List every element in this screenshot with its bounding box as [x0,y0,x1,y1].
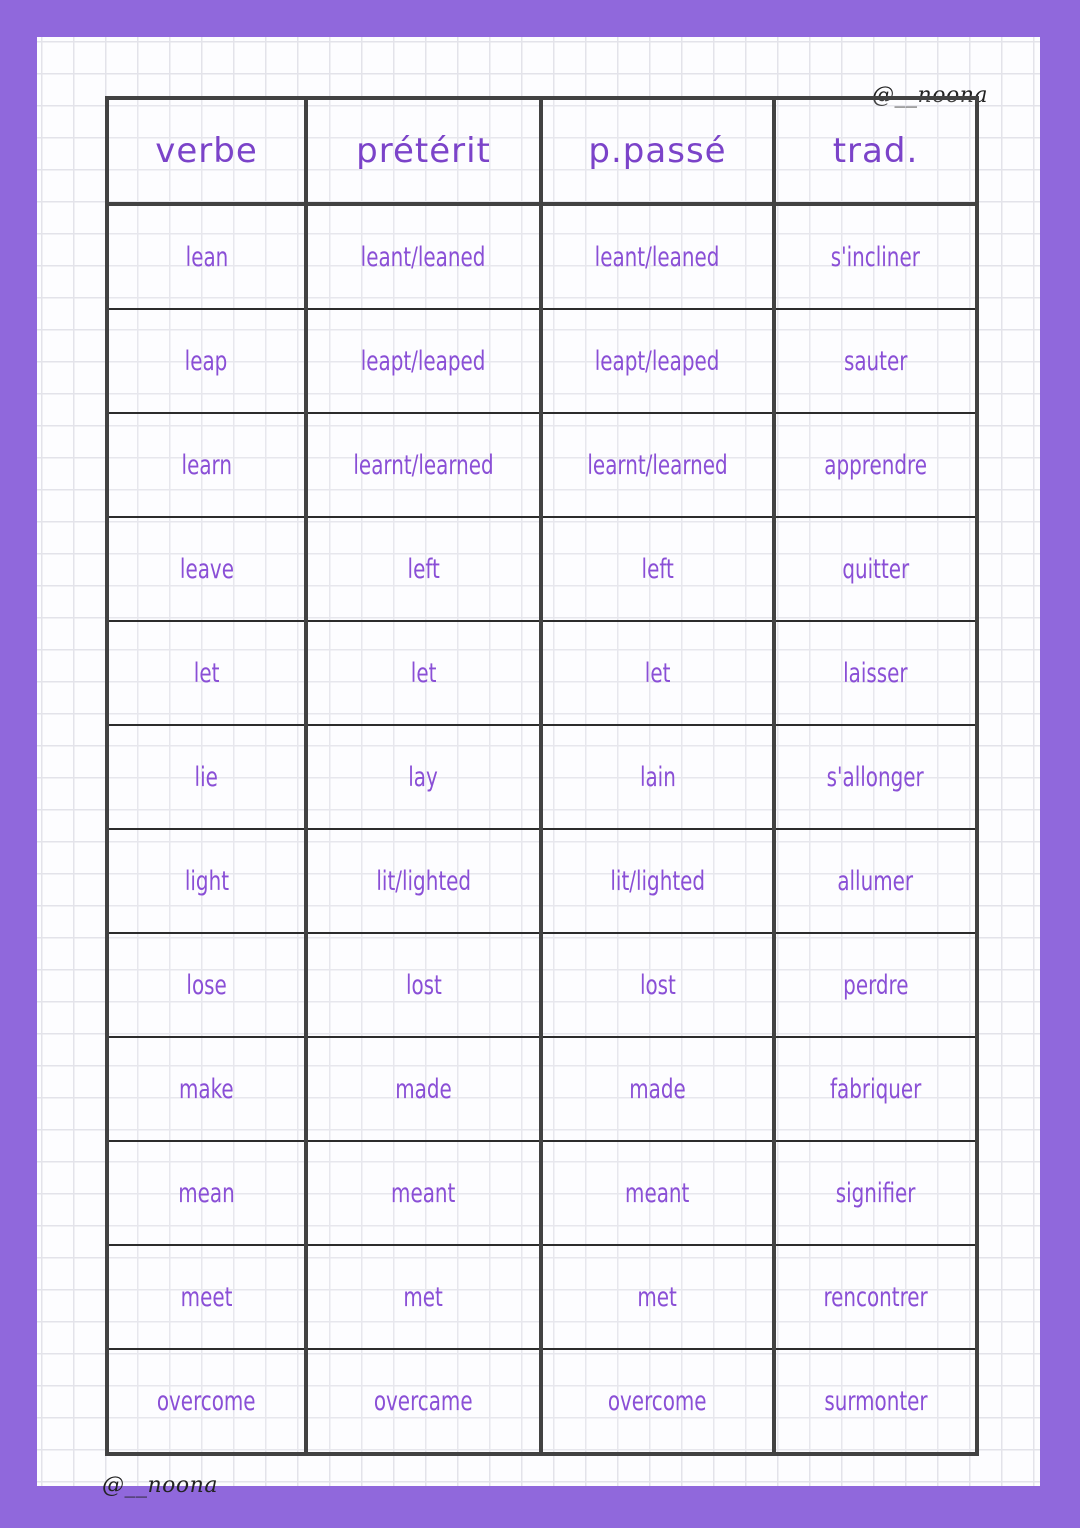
table-row [107,829,977,933]
cell-participe-passe [541,517,774,621]
cell-traduction-text: rencontrer [823,1281,928,1313]
cell-verbe-text: light [184,865,229,897]
cell-preterit [306,517,541,621]
cell-verbe [107,725,306,829]
cell-traduction [774,413,977,517]
cell-preterit [306,933,541,1037]
cell-participe-passe [541,725,774,829]
cell-traduction-text: allumer [837,865,914,897]
cell-verbe [107,621,306,725]
cell-verbe-text: make [179,1073,234,1105]
cell-verbe-text: lean [185,241,228,273]
table-row [107,204,977,309]
cell-preterit-text: lit/lighted [376,865,471,897]
cell-verbe [107,1349,306,1454]
cell-verbe [107,1037,306,1141]
cell-traduction [774,933,977,1037]
cell-traduction-text: signifier [835,1177,916,1209]
cell-participe-passe [541,829,774,933]
cell-verbe-text: leave [179,553,234,585]
cell-participe-passe-text: overcome [608,1385,707,1417]
cell-verbe-text: leap [185,345,228,377]
cell-preterit-text: made [395,1073,452,1105]
table-row [107,621,977,725]
cell-verbe [107,309,306,413]
watermark-top: @__noona [872,83,988,108]
cell-verbe-text: learn [181,449,232,481]
cell-participe-passe-text: let [644,657,671,689]
table-row [107,309,977,413]
cell-participe-passe-text: leapt/leaped [595,345,720,377]
cell-participe-passe-text: leant/leaned [595,241,720,273]
cell-preterit [306,309,541,413]
cell-participe-passe-text: left [641,553,674,585]
cell-preterit-text: leant/leaned [361,241,486,273]
header-traduction: trad. [774,98,977,204]
cell-verbe-text: lose [186,969,227,1001]
cell-preterit [306,413,541,517]
cell-traduction-text: perdre [842,969,909,1001]
cell-traduction [774,621,977,725]
cell-verbe-text: let [193,657,220,689]
table-row [107,1245,977,1349]
cell-participe-passe [541,309,774,413]
cell-participe-passe [541,933,774,1037]
table-row [107,1037,977,1141]
cell-preterit [306,725,541,829]
table-row [107,413,977,517]
cell-participe-passe [541,1245,774,1349]
cell-verbe-text: mean [178,1177,235,1209]
cell-participe-passe [541,1141,774,1245]
cell-participe-passe-text: lit/lighted [610,865,705,897]
header-participe-passe: p.passé [541,98,774,204]
cell-preterit-text: lay [408,761,439,793]
cell-verbe [107,204,306,309]
cell-preterit-text: let [410,657,437,689]
cell-traduction-text: laisser [843,657,908,689]
cell-verbe [107,413,306,517]
cell-preterit [306,829,541,933]
cell-traduction [774,1349,977,1454]
table-row [107,1141,977,1245]
cell-verbe [107,1141,306,1245]
cell-participe-passe [541,204,774,309]
cell-verbe [107,1245,306,1349]
header-verbe: verbe [107,98,306,204]
cell-traduction-text: fabriquer [829,1073,922,1105]
table-row [107,1349,977,1454]
cell-preterit-text: learnt/learned [353,449,494,481]
cell-preterit-text: left [407,553,440,585]
cell-preterit [306,1349,541,1454]
table-row [107,933,977,1037]
cell-verbe [107,829,306,933]
cell-participe-passe-text: lost [639,969,676,1001]
cell-traduction-text: s'incliner [830,241,921,273]
cell-traduction [774,1245,977,1349]
cell-participe-passe-text: learnt/learned [587,449,728,481]
cell-verbe-text: overcome [157,1385,256,1417]
cell-participe-passe [541,621,774,725]
cell-verbe [107,933,306,1037]
cell-verbe-text: meet [180,1281,233,1313]
cell-preterit-text: meant [391,1177,456,1209]
header-preterit: prétérit [306,98,541,204]
cell-traduction [774,517,977,621]
irregular-verbs-table [105,96,979,1456]
cell-participe-passe [541,413,774,517]
cell-participe-passe-text: meant [625,1177,690,1209]
cell-traduction-text: surmonter [823,1385,928,1417]
cell-preterit-text: met [403,1281,444,1313]
cell-preterit-text: leapt/leaped [361,345,486,377]
cell-traduction-text: apprendre [824,449,927,481]
header-row [107,98,977,204]
cell-participe-passe-text: made [629,1073,686,1105]
cell-preterit [306,621,541,725]
cell-participe-passe [541,1349,774,1454]
cell-participe-passe [541,1037,774,1141]
cell-participe-passe-text: lain [639,761,676,793]
cell-preterit-text: overcame [374,1385,473,1417]
cell-traduction [774,829,977,933]
table-row [107,517,977,621]
cell-preterit [306,1141,541,1245]
table-row [107,725,977,829]
cell-preterit-text: lost [405,969,442,1001]
cell-traduction [774,309,977,413]
cell-participe-passe-text: met [637,1281,678,1313]
cell-preterit [306,1037,541,1141]
cell-traduction [774,725,977,829]
cell-verbe-text: lie [194,761,219,793]
cell-traduction-text: sauter [843,345,908,377]
cell-traduction-text: quitter [842,553,909,585]
cell-verbe [107,517,306,621]
cell-traduction [774,204,977,309]
cell-traduction [774,1037,977,1141]
cell-traduction-text: s'allonger [826,761,925,793]
cell-preterit [306,1245,541,1349]
verb-rows [107,204,977,1454]
cell-traduction [774,1141,977,1245]
watermark-bottom: @__noona [102,1473,218,1498]
cell-preterit [306,204,541,309]
